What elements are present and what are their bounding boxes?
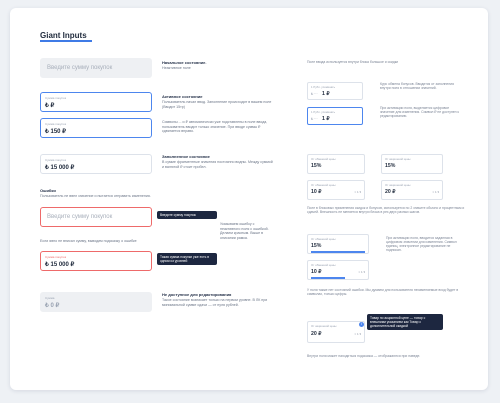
error-desc: Указываем ошибку с неактивного поля с ошибкой. Делаем красным. Выше в описании рамка. [220,222,269,240]
filled-label: Заполненное состояние [162,154,210,159]
discount-input-b[interactable] [381,154,443,174]
discount-active-input-b[interactable] [307,260,369,280]
rate-input-1-value: 1 ₽ [322,91,330,97]
filled-field-label: Сумма покупок [45,158,67,162]
discount-active-input-b-label: От обменной цены [311,263,336,267]
discount-hint-input[interactable] [307,321,365,343]
initial-desc: Неактивное поле [162,66,191,70]
active-field-label-2: Сумма покупок [45,122,67,126]
active-underline-b [311,277,345,279]
discount-input-b-label: От акционной цены [385,157,411,161]
right-intro: Поле ввода используется внутри блока большое и скидки [307,60,399,64]
block1-desc-2: При активации поля, выделяется цифровое значение для изменения. Символ ₽ не доступен к редактированию. [380,106,459,118]
discount-input-a-label: От обменной цены [311,157,336,161]
error-placeholder: Введите сумму покупок [47,214,113,220]
active-amount-input-2[interactable] [40,118,152,138]
disabled-label: Не доступное для редактирования [162,292,232,297]
discount-input-c-value: 10 ₽ [311,189,322,195]
discount-input-c-label: От обменной цены [311,183,336,187]
error-intro: Пользователь не ввел значение и пытается отправить изменения. [40,194,151,198]
active-field-label-1: Сумма покупок [45,96,67,100]
initial-label: Начальное состояние. [162,60,207,65]
filled-desc: В сумме фрагментные значения постоянно видны. Между суммой и валютой ₽ стоит пробел. [162,160,273,169]
rate-input-2-label: 1 Рубл. упоминать [311,110,336,114]
disabled-amount-input [40,292,152,312]
rate-input-2[interactable] [307,107,363,125]
filled-amount-input[interactable] [40,154,152,174]
discount-active-input-b-value: 10 ₽ [311,269,322,275]
error-field-label: Сумма покупок [45,255,67,259]
discount-input-c-unit-select[interactable]: ≈ 1 ▾ [354,190,361,194]
error-label: Ошибки [40,188,56,193]
rate-input-1-prefix: ₺ ⋯ [311,92,318,96]
error-tooltip-2: Такая сумма покупки уже есть в одном из уровней [157,253,217,265]
discount-input-c[interactable] [307,180,365,200]
active-desc-2: Символы ... и ₽ автоматически уже подставлены в поле ввода, пользователь вводит только значение. При вводе суммы ₽ сдвигается вправо. [162,120,268,134]
discount-input-d-value: 20 ₽ [385,189,396,195]
discount-input-b-value: 15% [385,163,396,169]
block1-desc-1: Курс обмена бонусов. Вводится от заполнения внутри поля в отношении значений. [380,82,454,90]
discount-input-d-unit-select[interactable]: ≈ 1 ▾ [432,190,439,194]
active-desc-1: Пользователь начал ввод. Заполнение происходит в вашем поле (Вводит 15тр) [162,100,272,109]
active-field-value-2: ₺ 150 ₽ [45,129,66,135]
discount-input-a-value: 15% [311,163,322,169]
block2-desc: Поле в блоковых применения скидок и бонусов, используется по 2 значите обычно и процентным и сдачей. Внешность не меняется внутри блока в рез двух разных шагов. [307,206,465,214]
block4-footer: Внутри поля может находиться подсказка — отображаются при наведе. [307,354,421,358]
discount-input-a[interactable] [307,154,365,174]
error-intro-2: Если явно не вписал сумму, выводим подсказку о ошибке [40,239,137,243]
discount-hint-input-unit-select[interactable]: ≈ 1 ▾ [354,332,361,336]
discount-hint-tooltip: Товар по акционной цене — товар с внешними указанием как Товар с дополнительной скидкой [367,314,443,330]
filled-field-value: ₺ 15 000 ₽ [45,165,75,171]
error-field-value: ₺ 15 000 ₽ [45,262,75,268]
error-amount-input[interactable] [40,207,152,227]
block3-desc: При активации поля, вводится заданная в цифровом значении для изменения. Символ единиц, электронное редактирование не подписан. [386,236,457,252]
active-field-value-1: ₺ ₽ [45,103,55,109]
rate-input-2-value: 1 ₽ [322,116,330,122]
discount-input-d[interactable] [381,180,443,200]
initial-amount-input[interactable] [40,58,152,78]
discount-active-input-a-label: От обменной цены [311,237,336,241]
discount-active-input-b-unit-select[interactable]: ≈ 1 ▾ [358,270,365,274]
initial-placeholder: Введите сумму покупок [47,65,113,71]
disabled-field-value: ₺ 0 ₽ [45,303,60,309]
rate-input-1[interactable] [307,82,363,100]
discount-hint-input-value: 20 ₽ [311,331,322,337]
info-icon[interactable]: i [359,322,364,327]
discount-input-d-label: От акционной цены [385,183,411,187]
block4-intro: У поля также нет состояний ошибки. Мы думаем для пользователя неизменяемые вход будет в символах, только цифры. [307,288,459,296]
error-tooltip-1: Введите сумму покупок [157,211,217,219]
rate-input-1-label: 1 Рубл. упоминать [311,85,336,89]
active-label: Активное состояние [162,94,203,99]
page-title: Giant Inputs [40,31,87,40]
canvas-card [10,8,488,390]
discount-hint-input-label: От акционной цены [311,324,337,328]
error-amount-input-filled[interactable] [40,251,152,271]
disabled-field-label: Сумма [45,296,55,300]
disabled-desc: Такое состояние возникает только на первом уровне. В ЛК при минимальной сумме сдачи — от нуля рублей. [162,298,268,307]
rate-input-2-prefix: ₺ ⋯ [311,117,318,121]
discount-active-input-a[interactable] [307,234,369,254]
discount-active-input-a-value: 15% [311,243,322,249]
title-underline [40,40,92,42]
active-underline-a [311,251,365,253]
active-amount-input-1[interactable] [40,92,152,112]
